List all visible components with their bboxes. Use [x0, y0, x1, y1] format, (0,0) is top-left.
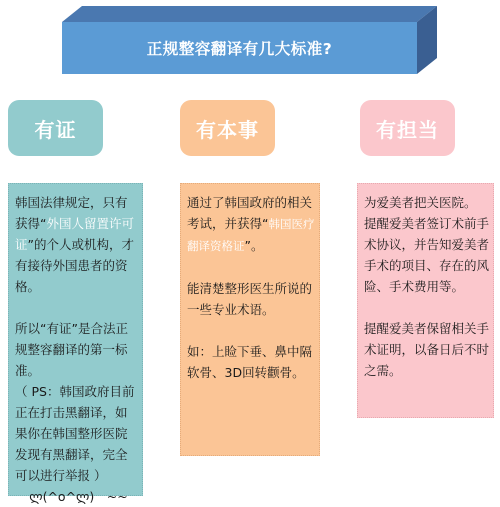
- text-segment: ”。: [244, 238, 264, 253]
- certified-paragraph-1: [15, 192, 138, 297]
- emoticon: ლ(^o^ლ) ~~: [29, 489, 128, 504]
- banner-title: 正规整容翻译有几大标准?: [146, 40, 333, 58]
- responsible-paragraph-2: 提醒爱美者签订术前手术协议，并告知爱美者手术的项目、存在的风险、手术费用等。: [364, 216, 490, 294]
- responsible-paragraph-3: 提醒爱美者保留相关手术证明，以备日后不时之需。: [364, 321, 490, 378]
- certified-paragraph-3: （ PS：韩国政府目前正在打击黑翻译，如果你在韩国整形医院发现有黑翻译，完全可以进行举报 ）: [15, 384, 135, 483]
- skilled-paragraph-3: 如：上睑下垂、鼻中隔软骨、3D回转颧骨。: [187, 344, 313, 380]
- spacer: [187, 257, 315, 278]
- heading-certified: 有证: [8, 100, 103, 156]
- certified-paragraph-2: 所以“有证”是合法正规整容翻译的第一标准。: [15, 321, 128, 378]
- text-segment: ”的个人或机构，才有接待外国患者的资格。: [15, 237, 134, 294]
- text-segment: 韩国法律规定，只有获得“: [15, 195, 128, 231]
- skilled-paragraph-2: 能清楚整形医生所说的一些专业术语。: [187, 281, 313, 317]
- content-certified: [8, 183, 143, 504]
- text-segment: 通过了韩国政府的相关考试，并获得“: [187, 195, 313, 231]
- content-skilled: [180, 183, 320, 456]
- banner: [0, 0, 500, 80]
- spacer: [15, 297, 138, 318]
- content-responsible: [357, 183, 494, 418]
- skilled-paragraph-1: [187, 192, 315, 257]
- certificate-name-highlight: 韩国医疗翻译资格证: [187, 217, 315, 253]
- heading-skilled: 有本事: [180, 100, 275, 156]
- heading-responsible: 有担当: [360, 100, 455, 156]
- banner-top-face: [62, 6, 437, 22]
- certificate-name-highlight: 外国人留置许可证: [15, 216, 134, 252]
- spacer: [364, 297, 489, 318]
- responsible-paragraph-1: 为爱美者把关医院。: [364, 195, 477, 210]
- spacer: [187, 320, 315, 341]
